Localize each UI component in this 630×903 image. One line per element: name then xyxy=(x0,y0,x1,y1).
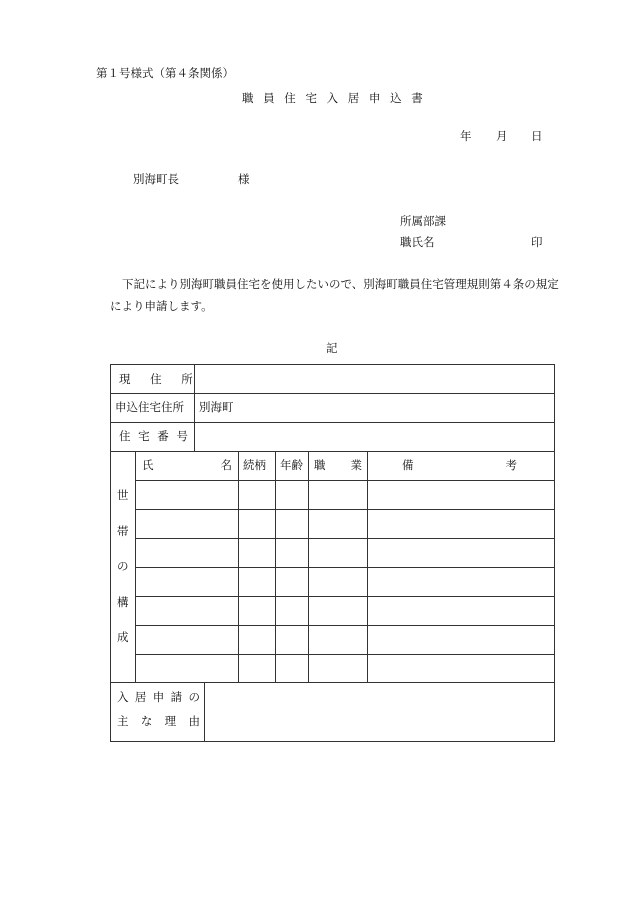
table-row-line xyxy=(135,480,554,481)
header-name-second: 名 xyxy=(220,458,232,472)
date-day: 日 xyxy=(531,129,543,143)
header-name-first: 氏 xyxy=(142,458,154,472)
seal-mark: 印 xyxy=(531,235,543,249)
household-label-char: 成 xyxy=(117,630,129,644)
page-title: 職 員 住 宅 入 居 申 込 書 xyxy=(242,91,426,105)
table-col-line xyxy=(308,451,309,682)
table-col-line xyxy=(238,451,239,682)
reason-label-char: 由 xyxy=(188,714,200,728)
header-age: 年齢 xyxy=(280,458,303,472)
header-remarks-second: 考 xyxy=(505,458,517,472)
record-label: 記 xyxy=(326,341,338,355)
household-label-char: 帯 xyxy=(117,524,129,538)
table-row-line xyxy=(111,451,554,452)
table-row-line xyxy=(111,393,554,394)
household-label-char: 世 xyxy=(117,488,129,502)
table-row-line xyxy=(135,509,554,510)
header-occupation xyxy=(314,460,362,472)
reason-label-char: 申 xyxy=(152,690,165,704)
current-address-label: 現 住 所 xyxy=(119,372,201,386)
current-address-field[interactable] xyxy=(195,366,553,393)
household-label-char: 構 xyxy=(117,595,129,609)
header-name xyxy=(142,460,232,472)
reason-label-char: 居 xyxy=(134,690,147,704)
reason-label-line1 xyxy=(117,692,200,704)
name-label: 職氏名 xyxy=(400,235,435,249)
application-table xyxy=(110,364,555,742)
reason-label-char: 請 xyxy=(170,690,183,704)
housing-number-field[interactable] xyxy=(195,423,553,450)
table-col-line xyxy=(275,451,276,682)
date-year: 年 xyxy=(460,129,472,143)
addressee-name: 別海町長 xyxy=(133,172,179,186)
reason-label-char: の xyxy=(188,690,200,704)
reason-label-char: 入 xyxy=(117,690,129,704)
table-row-line xyxy=(135,538,554,539)
body-text-line2: により申請します。 xyxy=(110,299,213,313)
department-label: 所属部課 xyxy=(400,214,446,228)
reason-label-char: 理 xyxy=(164,714,177,728)
table-row-line xyxy=(135,596,554,597)
reason-label-line2 xyxy=(117,716,200,728)
header-remarks xyxy=(402,460,517,472)
table-col-line xyxy=(367,451,368,682)
applied-address-value[interactable]: 別海町 xyxy=(199,400,234,414)
header-occupation-second: 業 xyxy=(350,458,362,472)
table-col-line xyxy=(135,451,136,682)
header-occupation-first: 職 xyxy=(314,458,326,472)
reason-label-char: な xyxy=(140,714,153,728)
reason-field[interactable] xyxy=(205,683,553,740)
body-text-line1: 下記により別海町職員住宅を使用したいので、別海町職員住宅管理規則第４条の規定 xyxy=(122,277,559,291)
header-relationship: 続柄 xyxy=(243,458,266,472)
addressee-honorific: 様 xyxy=(238,172,250,186)
table-row-line xyxy=(135,567,554,568)
date-month: 月 xyxy=(496,129,508,143)
form-number: 第１号様式（第４条関係） xyxy=(96,66,234,80)
reason-label-char: 主 xyxy=(117,714,129,728)
applied-address-label: 申込住宅住所 xyxy=(115,400,184,414)
table-row-line xyxy=(135,625,554,626)
header-remarks-first: 備 xyxy=(402,458,414,472)
household-label-char: の xyxy=(117,559,129,573)
table-row-line xyxy=(135,654,554,655)
housing-number-label: 住 宅 番 号 xyxy=(119,429,190,443)
